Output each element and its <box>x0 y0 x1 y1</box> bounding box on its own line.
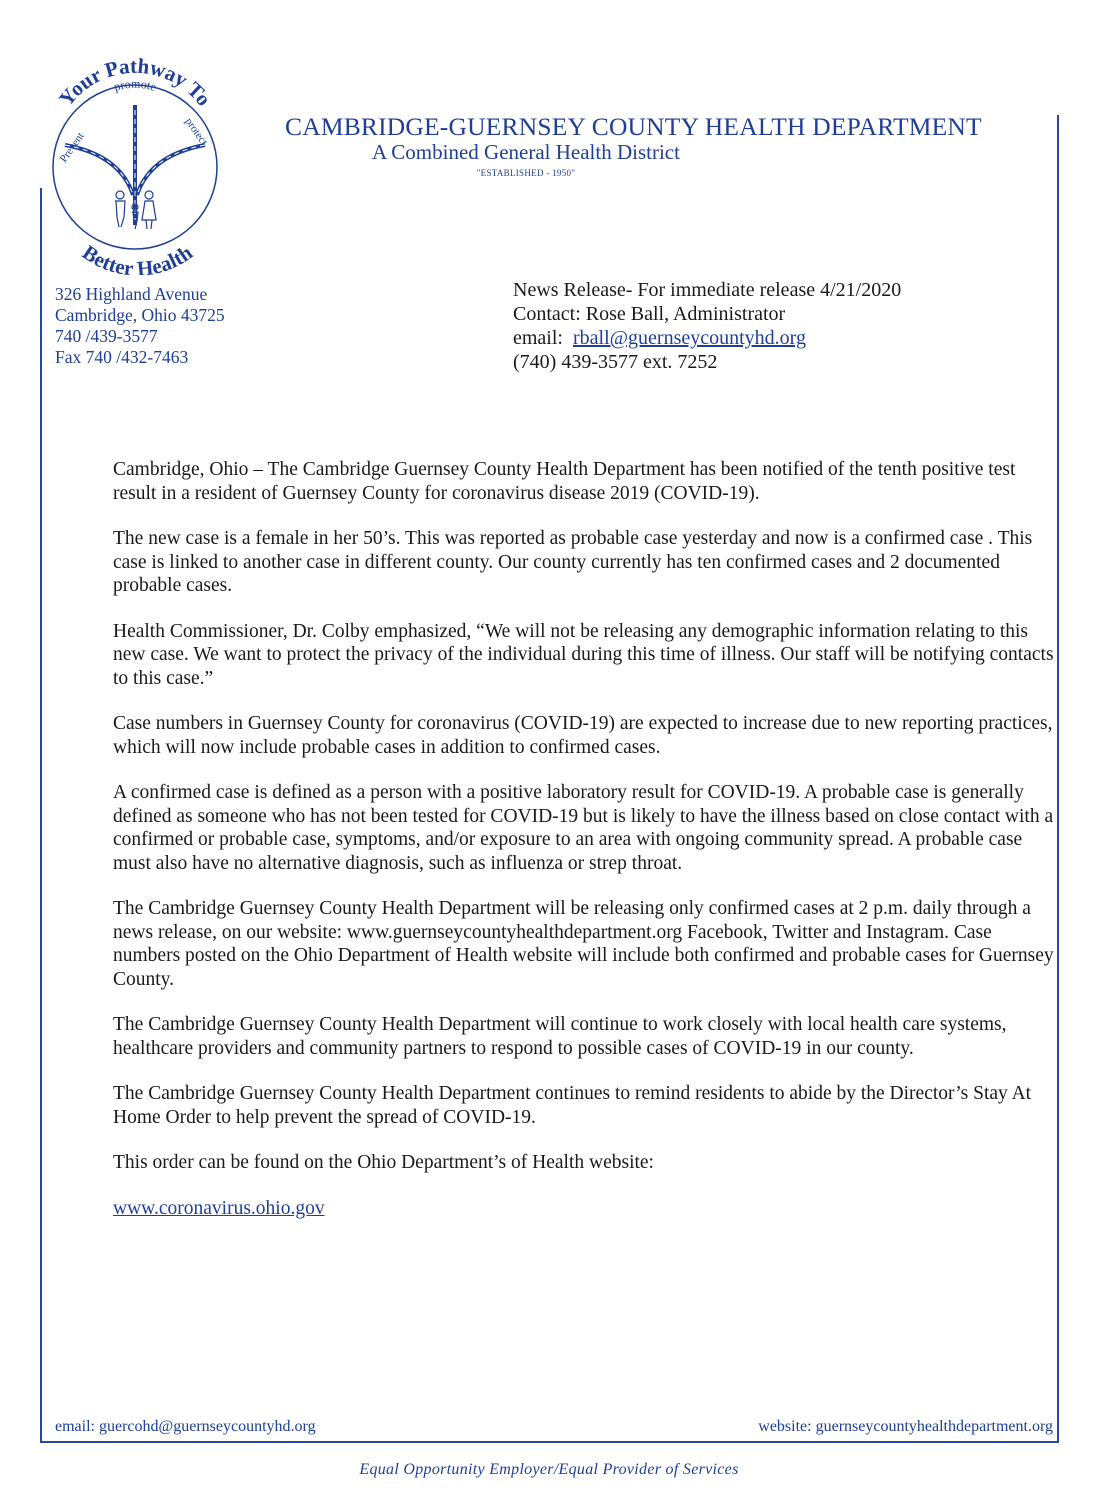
logo-top-text: Your Pathway To <box>54 55 217 111</box>
footer-email: email: guercohd@guernseycountyhd.org <box>55 1418 316 1435</box>
release-email-link[interactable]: rball@guernseycountyhd.org <box>572 327 806 349</box>
release-phone: (740) 439-3577 ext. 7252 <box>513 351 718 373</box>
release-email-label: email: <box>513 327 563 349</box>
footer-website: website: guernseycountyhealthdepartment.org <box>758 1418 1053 1435</box>
paragraph-new-case: The new case is a female in her 50’s. This was reported as probable case yesterday and now is a confirmed case . This case is linked to another case in different county. Our county currently has ten confirmed cases and 2 documented probable cases. <box>113 528 1033 596</box>
address-block <box>55 284 225 368</box>
paragraph-order-location: This order can be found on the Ohio Department’s of Health website: <box>113 1152 654 1173</box>
address-street: 326 Highland Avenue <box>55 284 208 304</box>
paragraph-intro: Cambridge, Ohio – The Cambridge Guernsey County Health Department has been notified of the tenth positive test result in a resident of Guernsey County for coronavirus disease 2019 (COVID-19). <box>113 459 1016 504</box>
release-contact: Contact: Rose Ball, Administrator <box>513 303 786 325</box>
established-note: "ESTABLISHED - 1950" <box>476 168 576 178</box>
logo-bottom-text: Better Health <box>78 240 197 275</box>
release-date-line: News Release- For immediate release 4/21/2020 <box>513 279 902 301</box>
svg-text:Better Health <box>78 240 197 275</box>
svg-text:promote <box>112 77 158 94</box>
release-info <box>513 278 901 374</box>
logo-protect-text: protect <box>182 115 210 148</box>
health-department-logo <box>35 55 235 275</box>
paragraph-case-numbers: Case numbers in Guernsey County for coronavirus (COVID-19) are expected to increase due to new reporting practices, which will now include probable cases in addition to confirmed cases. <box>113 713 1053 758</box>
paragraph-definitions: A confirmed case is defined as a person with a positive laboratory result for COVID-19. A probable case is generally defined as someone who has not been tested for COVID-19 but is likely to have the illness based on close contact with a confirmed or probable case, symptoms, and/or exposure to an area with ongoing community spread. A probable case must also have no alternative diagnosis, such as influenza or strep throat. <box>113 782 1054 874</box>
logo-prevent-text: Prevent <box>57 130 87 165</box>
org-subtitle: A Combined General Health District <box>372 140 680 164</box>
address-phone: 740 /439-3577 <box>55 326 158 346</box>
frame-bottom-line <box>40 1441 1059 1443</box>
logo-promote-text: promote <box>112 76 158 94</box>
release-email-line <box>513 326 901 350</box>
org-name: CAMBRIDGE-GUERNSEY COUNTY HEALTH DEPARTMENT <box>285 112 982 141</box>
paragraph-stay-home: The Cambridge Guernsey County Health Department continues to remind residents to abide by the Director’s Stay At Home Order to help prevent the spread of COVID-19. <box>113 1083 1032 1128</box>
footer-tagline: Equal Opportunity Employer/Equal Provider of Services <box>359 1461 739 1478</box>
frame-left-line <box>40 188 42 1443</box>
paragraph-commissioner-quote: Health Commissioner, Dr. Colby emphasized, “We will not be releasing any demographic information relating to this new case. We want to protect the privacy of the individual during this time of illness. Our staff will be notifying contacts to this case.” <box>113 620 1054 689</box>
address-city: Cambridge, Ohio 43725 <box>55 305 225 325</box>
paragraph-partners: The Cambridge Guernsey County Health Department will continue to work closely with local health care systems, healthcare providers and community partners to respond to possible cases of COVID-19 in our county. <box>113 1014 1007 1059</box>
press-release-body <box>113 458 1058 1242</box>
paragraph-reporting: The Cambridge Guernsey County Health Department will be releasing only confirmed cases at 2 p.m. daily through a news release, on our website: www.guernseycountyhealthdepartment.org Facebook, Twitter and Instagram. Case numbers posted on the Ohio Department of Health website will include both confirmed and probable cases for Guernsey County. <box>113 898 1054 990</box>
address-fax: Fax 740 /432-7463 <box>55 347 189 367</box>
coronavirus-website-link[interactable]: www.coronavirus.ohio.gov <box>113 1197 325 1219</box>
